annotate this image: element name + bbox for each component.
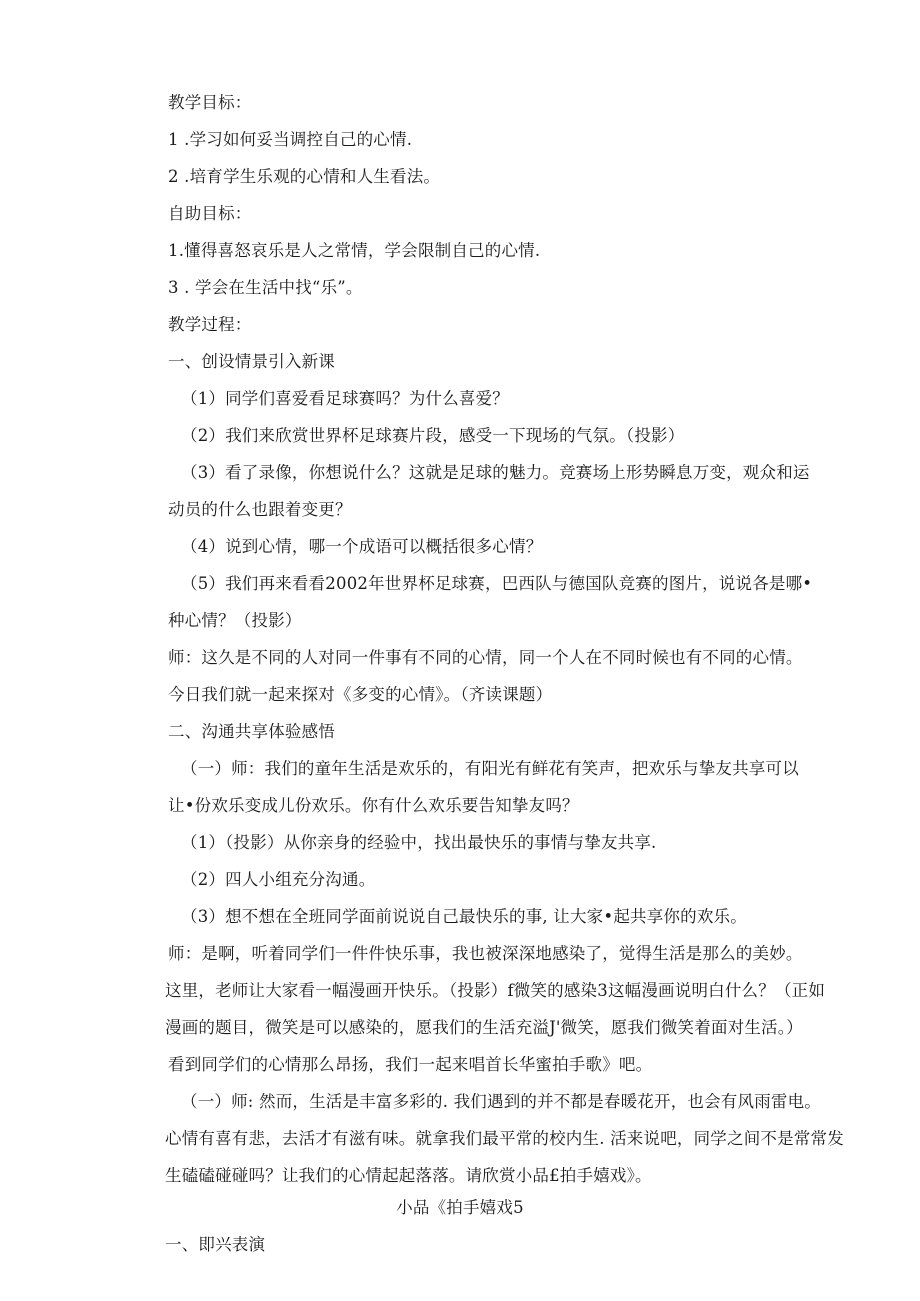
paragraph-a3: （3）想不想在全班同学面前说说自己最快乐的事, 让大家•起共享你的欢乐。	[181, 907, 747, 926]
paragraph-teacher-1-line2: 今日我们就一起来探对《多变的心情》。（齐读课题）	[168, 685, 553, 704]
paragraph-teacher-2-line1: 师：是啊，听着同学们一件件快乐事，我也被深深地感染了，觉得生活是那么的美妙。	[168, 944, 803, 963]
self-help-item-3: 3 . 学会在生活中找“乐”。	[168, 278, 363, 297]
section-heading-teaching-process: 教学过程：	[168, 315, 252, 334]
paragraph-q1: （1）同学们喜爱看足球赛吗？为什么喜爱？	[181, 389, 509, 408]
section-heading-self-help-goals: 自助目标：	[168, 204, 252, 223]
paragraph-a1: （1）（投影）从你亲身的经验中，找出最快乐的事情与挚友共享.	[181, 833, 657, 852]
paragraph-q4: （4）说到心情，哪一个成语可以概括很多心情？	[181, 537, 543, 556]
part-heading-2: 二、沟通共享体验感悟	[168, 722, 335, 741]
paragraph-teacher-2-line3: 漫画的题目，微笑是可以感染的，愿我们的生活充溢J'微笑，愿我们微笑着面对生活。）	[165, 1018, 803, 1037]
paragraph-section-b-line1: （一）师: 然而，生活是丰富多彩的. 我们遇到的并不都是春暖花开，也会有风雨雷电。	[181, 1092, 821, 1111]
paragraph-section-a-line2: 让•份欢乐变成儿份欢乐。你有什么欢乐要告知挚友吗？	[168, 796, 579, 815]
section-heading-teaching-goals: 教学目标：	[168, 93, 252, 112]
paragraph-song: 看到同学们的心情那么昂扬，我们一起来唱首长华蜜拍手歌》吧。	[168, 1055, 653, 1074]
paragraph-q5-line2: 种心情？（投影）	[168, 611, 302, 630]
paragraph-section-b-line2: 心情有喜有悲，去活才有滋有味。就拿我们最平常的校内生. 活来说吧，同学之间不是常常发	[165, 1129, 844, 1148]
paragraph-teacher-1-line1: 师：这久是不同的人对同一件事有不同的心情，同一个人在不同时候也有不同的心情。	[168, 648, 803, 667]
paragraph-teacher-2-line2: 这里，老师让大家看一幅漫画开快乐。（投影）f微笑的感染3这幅漫画说明白什么？（正如	[165, 981, 826, 1000]
goal-item-2: 2 .培育学生乐观的心情和人生看法。	[168, 167, 441, 186]
paragraph-q5-line1: （5）我们再来看看2002年世界杯足球赛，巴西队与德国队竞赛的图片，说说各是哪•	[181, 574, 813, 593]
self-help-item-1: 1.懂得喜怒哀乐是人之常情，学会限制自己的心情.	[168, 241, 541, 260]
paragraph-q3-line2: 动员的什么也跟着变更？	[168, 500, 352, 519]
paragraph-section-b-line3: 生磕磕碰碰吗？让我们的心情起起落落。请欣赏小品£拍手嬉戏》。	[165, 1166, 652, 1185]
goal-item-1: 1 .学习如何妥当调控自己的心情.	[168, 130, 413, 149]
part-heading-1: 一、创设情景引入新课	[168, 352, 335, 371]
part-heading-improv: 一、即兴表演	[165, 1235, 266, 1254]
paragraph-a2: （2）四人小组充分沟通。	[181, 870, 376, 889]
paragraph-q3-line1: （3）看了录像，你想说什么？这就是足球的魅力。竞赛场上形势瞬息万变，观众和运	[181, 463, 810, 482]
skit-title: 小品《拍手嬉戏5	[396, 1198, 524, 1217]
paragraph-section-a-line1: （一）师：我们的童年生活是欢乐的，有阳光有鲜花有笑声，把欢乐与挚友共享可以	[181, 759, 799, 778]
paragraph-q2: （2）我们来欣赏世界杯足球赛片段，感受一下现场的气氛。（投影）	[181, 426, 685, 445]
